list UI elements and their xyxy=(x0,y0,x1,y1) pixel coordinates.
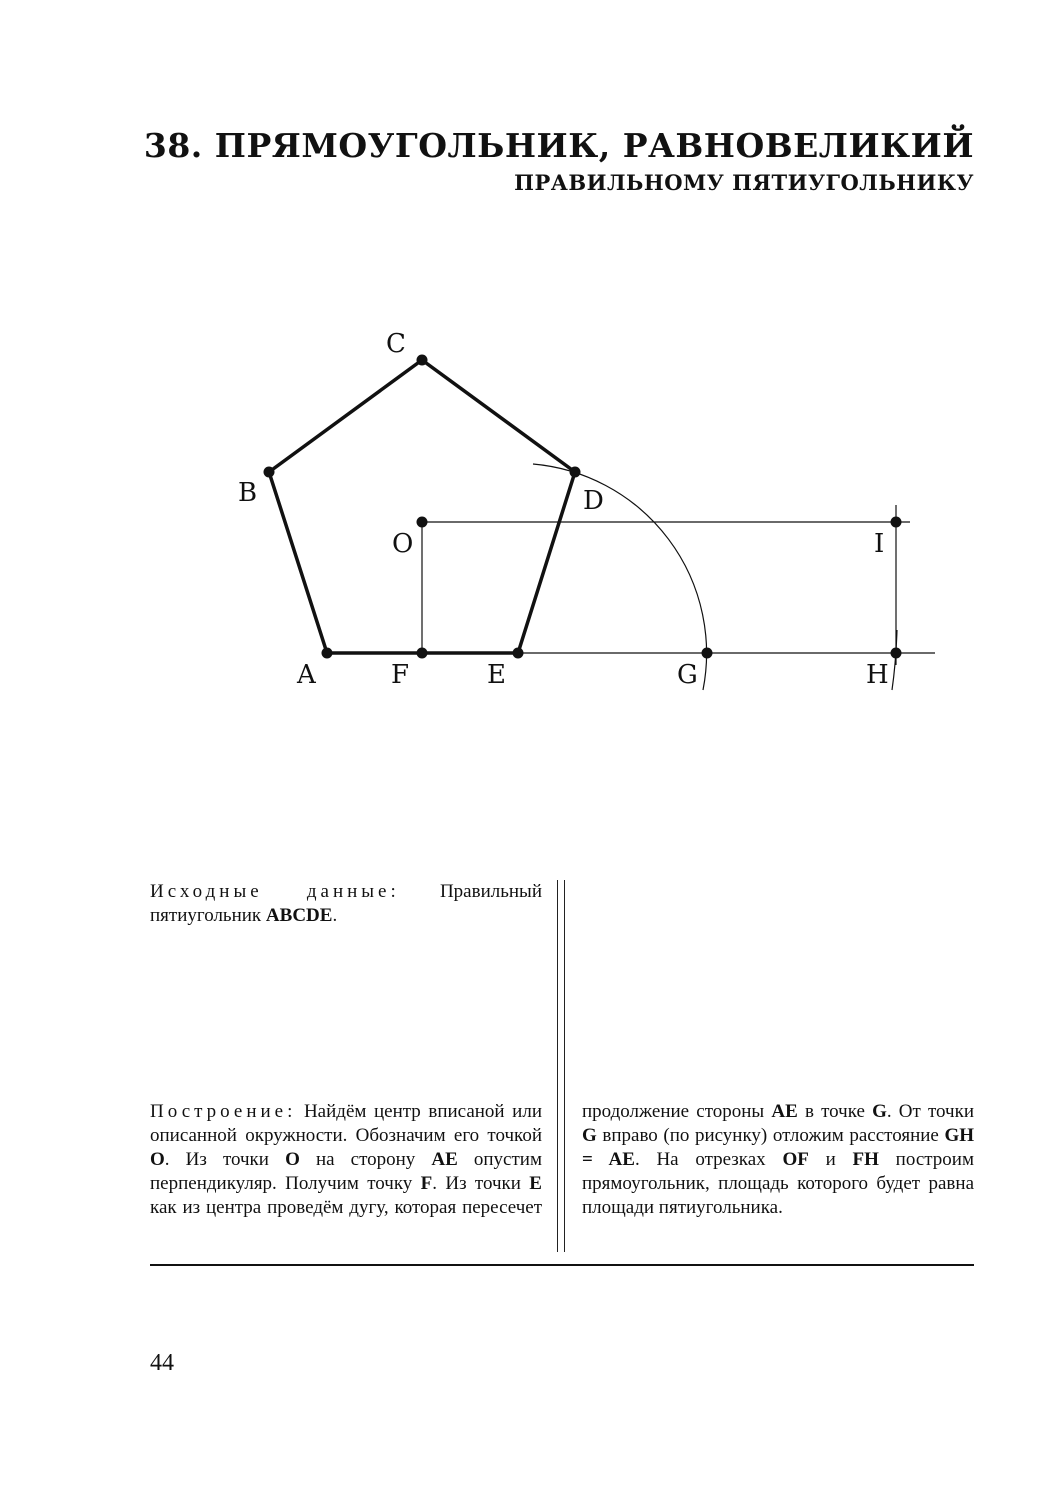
label-a: A xyxy=(297,660,316,690)
label-f: F xyxy=(391,660,410,690)
label-d: D xyxy=(583,486,604,516)
page-subtitle: ПРАВИЛЬНОМУ ПЯТИУГОЛЬНИКУ xyxy=(514,170,974,195)
label-o: O xyxy=(392,529,414,559)
label-i: I xyxy=(874,529,885,559)
figure-name: ABCDE xyxy=(265,905,333,926)
point-a xyxy=(322,648,333,659)
point-c xyxy=(417,355,428,366)
given-term: Исходные данные: xyxy=(150,881,400,902)
label-c: C xyxy=(386,329,406,359)
point-e xyxy=(513,648,524,659)
label-g: G xyxy=(677,660,698,690)
point-o xyxy=(417,517,428,528)
point-b xyxy=(264,467,275,478)
construction-paragraph: Построение: Найдём центр вписаной или описанной окружности. Обозначим его точкой O. Из точки O на сторону AE опустим перпендикуляр. Получим точку F. Из точки E как из центра проведём дугу, которая пересечет продолжение стороны AE в точке G. От точки G вправо (по рисунку) отложим расстояние GH = AE. На отрезках OF и FH построим прямоугольник, площадь которого будет равна площади пятиугольника. xyxy=(150,1101,974,1218)
arc-centered-e xyxy=(533,464,707,690)
point-h xyxy=(891,648,902,659)
point-d xyxy=(570,467,581,478)
label-e: E xyxy=(487,660,506,690)
point-g xyxy=(702,648,713,659)
page-title: 38. ПРЯМОУГОЛЬНИК, РАВНОВЕЛИКИЙ xyxy=(143,126,974,165)
page-number: 44 xyxy=(150,1350,174,1376)
point-f xyxy=(417,648,428,659)
point-i xyxy=(891,517,902,528)
construction-term: Построение: xyxy=(150,1101,297,1122)
bottom-rule xyxy=(150,1264,974,1266)
label-b: B xyxy=(238,478,258,508)
label-h: H xyxy=(866,660,889,690)
given-data-paragraph: Исходные данные: Правильный пятиугольник ABCDE. xyxy=(150,881,542,926)
